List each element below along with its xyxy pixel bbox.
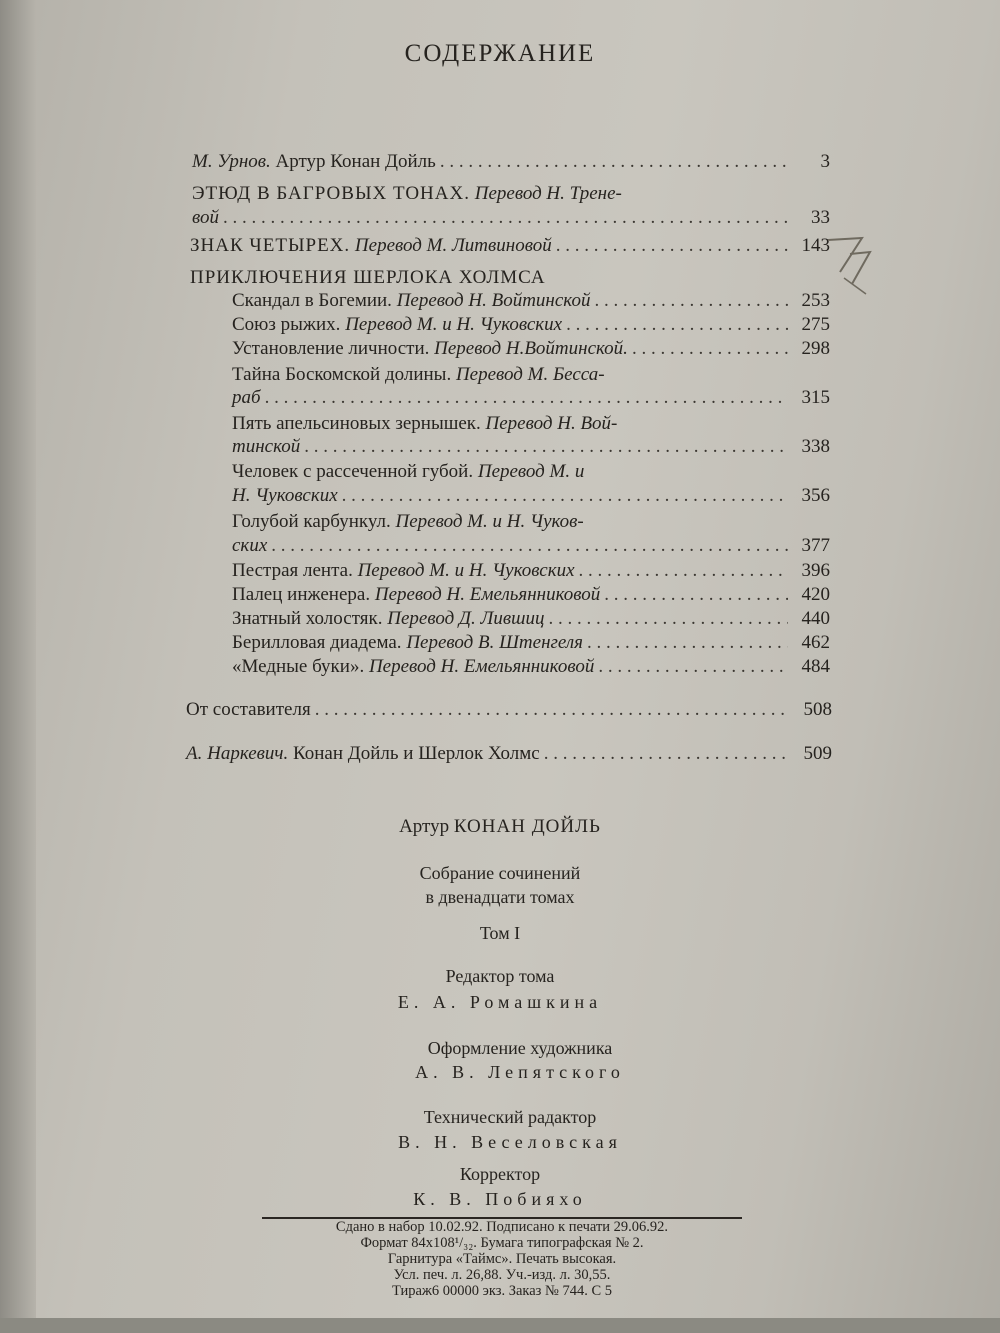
volume-number: Том I bbox=[479, 923, 521, 943]
toc-translator: Перевод М. и bbox=[477, 461, 585, 482]
toc-page: 462 bbox=[801, 632, 830, 653]
imprint-author bbox=[0, 815, 1000, 839]
toc-title: Берилловая диадема. bbox=[232, 632, 402, 653]
toc-title: ЗНАК ЧЕТЫРЕХ. bbox=[190, 235, 351, 256]
toc-page: 338 bbox=[801, 436, 830, 457]
toc-title: Пестрая лента. bbox=[232, 560, 353, 581]
toc-story bbox=[232, 607, 830, 631]
dot-leader bbox=[594, 289, 788, 313]
dot-leader bbox=[271, 534, 788, 558]
toc-page: 508 bbox=[803, 699, 832, 720]
dot-leader bbox=[544, 742, 790, 766]
page-bottom-edge bbox=[0, 1318, 1000, 1333]
toc-entry-urnov bbox=[192, 150, 830, 174]
dot-leader bbox=[315, 698, 790, 722]
toc-title: «Медные буки». bbox=[232, 656, 365, 677]
author-first-name: Артур bbox=[399, 816, 450, 837]
toc-story-line1 bbox=[232, 412, 617, 436]
toc-story-line2 bbox=[232, 484, 830, 508]
tech-editor-name: В. Н. Веселовская bbox=[398, 1132, 622, 1152]
toc-translator-cont: ских bbox=[232, 535, 268, 556]
toc-author: М. Урнов. bbox=[192, 151, 271, 172]
toc-title: Человек с рассеченной губой. bbox=[232, 461, 474, 482]
toc-page: 3 bbox=[820, 151, 830, 172]
dot-leader bbox=[587, 631, 788, 655]
toc-title: Скандал в Богемии. bbox=[232, 290, 392, 311]
toc-story-line1 bbox=[232, 363, 605, 387]
toc-translator-cont: Н. Чуковских bbox=[232, 485, 338, 506]
toc-translator: Перевод В. Штенгеля bbox=[406, 632, 583, 653]
toc-title: От составителя bbox=[186, 699, 311, 720]
toc-translator: Перевод Н. Войтинской bbox=[396, 290, 591, 311]
toc-translator: Перевод Н. Емельянниковой bbox=[368, 656, 595, 677]
toc-page: 275 bbox=[801, 314, 830, 335]
toc-title: Тайна Боскомской долины. bbox=[232, 364, 452, 385]
toc-title: Пять апельсиновых зернышек. bbox=[232, 413, 481, 434]
toc-author: А. Наркевич. bbox=[186, 743, 289, 764]
toc-translator: Перевод Н. Вой- bbox=[485, 413, 618, 434]
toc-page: 440 bbox=[801, 608, 830, 629]
toc-translator-cont: вой bbox=[192, 207, 219, 228]
dot-leader bbox=[548, 607, 788, 631]
toc-title: Установление личности. bbox=[232, 338, 430, 359]
toc-page: 377 bbox=[801, 535, 830, 556]
dot-leader bbox=[265, 386, 788, 410]
design-role: Оформление художника bbox=[427, 1038, 613, 1058]
toc-title: Палец инженера. bbox=[232, 584, 371, 605]
toc-translator: Перевод Н. Емельянниковой bbox=[374, 584, 601, 605]
toc-translator: Перевод М. и Н. Чуковских bbox=[345, 314, 563, 335]
toc-page: 356 bbox=[801, 485, 830, 506]
dot-leader bbox=[556, 234, 788, 258]
toc-story-line1 bbox=[232, 460, 584, 484]
toc-page: 484 bbox=[801, 656, 830, 677]
toc-story bbox=[232, 583, 830, 607]
dot-leader bbox=[342, 484, 788, 508]
toc-story-line1 bbox=[232, 510, 584, 534]
toc-page: 396 bbox=[801, 560, 830, 581]
author-last-name: КОНАН ДОЙЛЬ bbox=[453, 816, 601, 837]
pencil-mark-icon bbox=[822, 232, 878, 302]
toc-story-line2 bbox=[232, 534, 830, 558]
toc-translator: Перевод Н.Войтинской. bbox=[434, 338, 628, 359]
toc-entry-compiler bbox=[186, 698, 832, 722]
series-line-2: в двенадцати томах bbox=[425, 887, 575, 907]
dot-leader bbox=[440, 150, 788, 174]
tech-editor-role: Технический радактор bbox=[423, 1107, 597, 1127]
publishing-details bbox=[262, 1217, 742, 1299]
toc-page: 509 bbox=[803, 743, 832, 764]
dot-leader bbox=[566, 313, 788, 337]
toc-section-heading: ПРИКЛЮЧЕНИЯ ШЕРЛОКА ХОЛМСА bbox=[190, 267, 546, 288]
proofreader-role: Корректор bbox=[459, 1164, 541, 1184]
toc-translator: Перевод М. и Н. Чуковских bbox=[357, 560, 575, 581]
dot-leader bbox=[604, 583, 788, 607]
toc-story bbox=[232, 289, 830, 313]
toc-page: 253 bbox=[801, 290, 830, 311]
series-line-1: Собрание сочинений bbox=[419, 863, 581, 883]
toc-title: Знатный холостяк. bbox=[232, 608, 383, 629]
dot-leader bbox=[223, 206, 788, 230]
toc-entry-narkevich bbox=[186, 742, 832, 766]
toc-page: 420 bbox=[801, 584, 830, 605]
toc-translator-cont: раб bbox=[232, 387, 261, 408]
toc-translator: Перевод М. Бесса- bbox=[455, 364, 605, 385]
toc-entry-etyud-line2 bbox=[192, 206, 830, 230]
editor-role: Редактор тома bbox=[445, 966, 555, 986]
toc-title: Конан Дойль и Шерлок Холмс bbox=[293, 743, 540, 764]
pub-line-4: Усл. печ. л. 26,88. Уч.-изд. л. 30,55. bbox=[393, 1267, 611, 1283]
page-title: СОДЕРЖАНИЕ bbox=[404, 40, 596, 67]
dot-leader bbox=[304, 435, 788, 459]
toc-title: Голубой карбункул. bbox=[232, 511, 391, 532]
dot-leader bbox=[598, 655, 788, 679]
toc-story-line2 bbox=[232, 435, 830, 459]
toc-translator-cont: тинской bbox=[232, 436, 301, 457]
toc-page: 298 bbox=[801, 338, 830, 359]
toc-translator: Перевод М. Литвиновой bbox=[354, 235, 552, 256]
pub-line-5: Тираж6 00000 экз. Заказ № 744. С 5 bbox=[391, 1283, 613, 1299]
toc-entry-znak bbox=[190, 234, 830, 258]
pub-line-3: Гарнитура «Таймс». Печать высокая. bbox=[387, 1251, 617, 1267]
toc-title: Союз рыжих. bbox=[232, 314, 341, 335]
toc-story bbox=[232, 559, 830, 583]
toc-translator: Перевод Н. Трене- bbox=[474, 183, 622, 204]
toc-translator: Перевод М. и Н. Чуков- bbox=[395, 511, 584, 532]
design-name: А. В. Лепятского bbox=[415, 1062, 625, 1082]
toc-title: Артур Конан Дойль bbox=[275, 151, 436, 172]
toc-translator: Перевод Д. Лившиц bbox=[387, 608, 545, 629]
toc-story bbox=[232, 655, 830, 679]
dot-leader bbox=[579, 559, 788, 583]
toc-story-line2 bbox=[232, 386, 830, 410]
editor-name: Е. А. Ромашкина bbox=[397, 992, 603, 1012]
toc-story bbox=[232, 337, 830, 361]
toc-page: 315 bbox=[801, 387, 830, 408]
toc-page: 143 bbox=[801, 235, 830, 256]
dot-leader bbox=[632, 337, 788, 361]
proofreader-name: К. В. Побияхо bbox=[413, 1189, 587, 1209]
pub-line-1: Сдано в набор 10.02.92. Подписано к печати 29.06.92. bbox=[335, 1219, 669, 1235]
toc-story bbox=[232, 631, 830, 655]
toc-title: ЭТЮД В БАГРОВЫХ ТОНАХ. bbox=[192, 183, 470, 204]
pub-line-2: Формат 84x108¹/₃₂. Бумага типографская № 2. bbox=[360, 1235, 644, 1251]
toc-story bbox=[232, 313, 830, 337]
toc-page: 33 bbox=[811, 207, 830, 228]
toc-entry-etyud-line1 bbox=[192, 182, 622, 206]
